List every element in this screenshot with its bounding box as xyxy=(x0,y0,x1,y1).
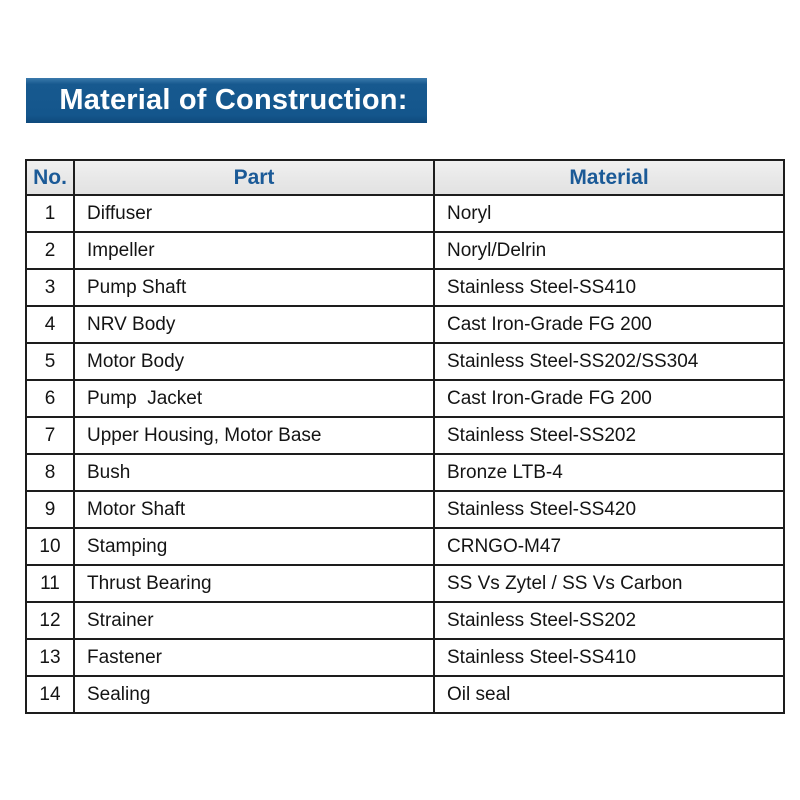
material-name-cell: Stainless Steel-SS202 xyxy=(434,417,784,454)
row-number-cell: 9 xyxy=(26,491,74,528)
part-name-cell: Motor Body xyxy=(74,343,434,380)
part-name-cell: Impeller xyxy=(74,232,434,269)
column-header-part: Part xyxy=(74,160,434,195)
material-name-cell: Stainless Steel-SS202/SS304 xyxy=(434,343,784,380)
material-name-cell: SS Vs Zytel / SS Vs Carbon xyxy=(434,565,784,602)
material-name-cell: Stainless Steel-SS410 xyxy=(434,639,784,676)
part-name-cell: Fastener xyxy=(74,639,434,676)
row-number-cell: 2 xyxy=(26,232,74,269)
part-name-cell: Diffuser xyxy=(74,195,434,232)
row-number-cell: 3 xyxy=(26,269,74,306)
material-name-cell: Noryl/Delrin xyxy=(434,232,784,269)
part-name-cell: Sealing xyxy=(74,676,434,713)
column-header-material: Material xyxy=(434,160,784,195)
part-name-cell: Thrust Bearing xyxy=(74,565,434,602)
row-number-cell: 8 xyxy=(26,454,74,491)
row-number-cell: 12 xyxy=(26,602,74,639)
material-name-cell: Cast Iron-Grade FG 200 xyxy=(434,380,784,417)
material-name-cell: Stainless Steel-SS410 xyxy=(434,269,784,306)
table-body xyxy=(26,195,784,713)
material-name-cell: Stainless Steel-SS202 xyxy=(434,602,784,639)
material-name-cell: Oil seal xyxy=(434,676,784,713)
table-row xyxy=(26,269,784,306)
part-name-cell: Strainer xyxy=(74,602,434,639)
material-name-cell: Cast Iron-Grade FG 200 xyxy=(434,306,784,343)
row-number-cell: 5 xyxy=(26,343,74,380)
table-row xyxy=(26,491,784,528)
part-name-cell: NRV Body xyxy=(74,306,434,343)
row-number-cell: 10 xyxy=(26,528,74,565)
table-row xyxy=(26,380,784,417)
table-row xyxy=(26,306,784,343)
table-row xyxy=(26,454,784,491)
table-row xyxy=(26,676,784,713)
table-row xyxy=(26,195,784,232)
part-name-cell: Pump Shaft xyxy=(74,269,434,306)
table-row xyxy=(26,565,784,602)
part-name-cell: Upper Housing, Motor Base xyxy=(74,417,434,454)
material-name-cell: Noryl xyxy=(434,195,784,232)
title-banner xyxy=(26,78,427,123)
material-name-cell: Stainless Steel-SS420 xyxy=(434,491,784,528)
column-header-no: No. xyxy=(26,160,74,195)
table-row xyxy=(26,343,784,380)
table-header-row xyxy=(26,160,784,195)
part-name-cell: Motor Shaft xyxy=(74,491,434,528)
part-name-cell: Stamping xyxy=(74,528,434,565)
table-header xyxy=(26,160,784,195)
row-number-cell: 6 xyxy=(26,380,74,417)
row-number-cell: 7 xyxy=(26,417,74,454)
table-row xyxy=(26,639,784,676)
row-number-cell: 11 xyxy=(26,565,74,602)
page-title: Material of Construction: xyxy=(59,84,408,116)
table-row xyxy=(26,602,784,639)
material-name-cell: CRNGO-M47 xyxy=(434,528,784,565)
table-row xyxy=(26,528,784,565)
material-name-cell: Bronze LTB-4 xyxy=(434,454,784,491)
row-number-cell: 14 xyxy=(26,676,74,713)
part-name-cell: Bush xyxy=(74,454,434,491)
row-number-cell: 13 xyxy=(26,639,74,676)
row-number-cell: 4 xyxy=(26,306,74,343)
row-number-cell: 1 xyxy=(26,195,74,232)
table-row xyxy=(26,232,784,269)
part-name-cell: Pump Jacket xyxy=(74,380,434,417)
material-of-construction-table xyxy=(25,159,785,714)
table-row xyxy=(26,417,784,454)
